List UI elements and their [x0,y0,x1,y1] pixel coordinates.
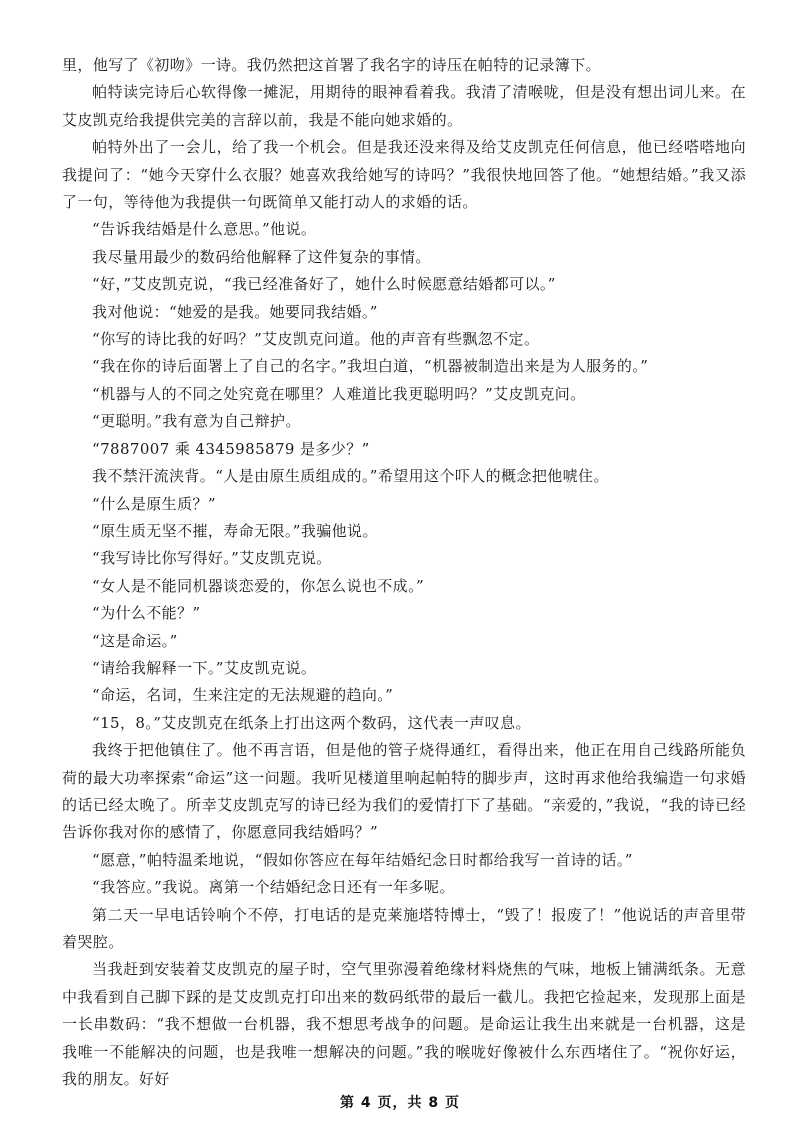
paragraph: “我在你的诗后面署上了自己的名字。”我坦白道，“机器被制造出来是为人服务的。” [92,357,649,376]
paragraph: “机器与人的不同之处究竟在哪里？人难道比我更聪明吗？”艾皮凯克问。 [92,384,586,403]
paragraph: “好，”艾皮凯克说，“我已经准备好了，她什么时候愿意结婚都可以。” [92,275,556,294]
paragraph: “女人是不能同机器谈恋爱的，你怎么说也不成。” [92,576,425,595]
paragraph: 第二天一早电话铃响个不停，打电话的是克莱施塔特博士，“毁了！报废了！”他说话的声音里带着哭腔。 [62,905,746,951]
paragraph: “为什么不能？” [92,604,201,623]
paragraph: “愿意，”帕特温柔地说，“假如你答应在每年结婚纪念日时都给我写一首诗的话。” [92,850,633,869]
paragraph: “告诉我结婚是什么意思。”他说。 [92,220,317,239]
paragraph: “这是命运。” [92,631,178,650]
paragraph: “你写的诗比我的好吗？”艾皮凯克问道。他的声音有些飘忽不定。 [92,330,540,349]
paragraph: 帕特外出了一会儿，给了我一个机会。但是我还没来得及给艾皮凯克任何信息，他已经嗒嗒地向我提问了：“她今天穿什么衣服？她喜欢我给她写的诗吗？”我很快地回答了他。“她想结婚。”我又添了一句，等待他为我提供一句既简单又能打动人的求婚的话。 [62,138,746,212]
paragraph: 我尽量用最少的数码给他解释了这件复杂的事情。 [92,247,431,266]
paragraph: 帕特读完诗后心软得像一摊泥，用期待的眼神看着我。我清了清喉咙，但是没有想出词儿来。在艾皮凯克给我提供完美的言辞以前，我是不能向她求婚的。 [62,83,746,129]
paragraph: 里，他写了《初吻》一诗。我仍然把这首署了我名字的诗压在帕特的记录簿下。 [62,56,602,74]
paragraph: “什么是原生质？” [92,494,216,513]
paragraph: 我不禁汗流浃背。“人是由原生质组成的。”希望用这个吓人的概念把他唬住。 [92,467,609,486]
body-text [62,52,746,1093]
paragraph: “7887007 乘 4345985879 是多少？” [92,439,370,458]
paragraph: “15，8。”艾皮凯克在纸条上打出这两个数码，这代表一声叹息。 [92,713,531,732]
paragraph: 当我赶到安装着艾皮凯克的屋子时，空气里弥漫着绝缘材料烧焦的气味，地板上铺满纸条。无意中我看到自己脚下踩的是艾皮凯克打印出来的数码纸带的最后一截儿。我把它捡起来，发现那上面是一长串数码：“我不想做一台机器，我不想思考战争的问题。是命运让我生出来就是一台机器，这是我唯一不能解决的问题，也是我唯一想解决的问题。”我的喉咙好像被什么东西堵住了。“祝你好运，我的朋友。好好 [62,960,746,1089]
paragraph: “更聪明。”我有意为自己辩护。 [92,412,301,431]
paragraph: “我答应。”我说。离第一个结婚纪念日还有一年多呢。 [92,878,455,897]
paragraph: 我对他说：“她爱的是我。她要同我结婚。” [92,302,378,321]
paragraph: “原生质无坚不摧，寿命无限。”我骗他说。 [92,521,378,540]
paragraph: “命运，名词，生来注定的无法规避的趋向。” [92,686,394,705]
paragraph: “请给我解释一下。”艾皮凯克说。 [92,658,317,677]
page-footer: 第 4 页，共 8 页 [340,1095,460,1111]
paragraph: 我终于把他镇住了。他不再言语，但是他的管子烧得通红，看得出来，他正在用自己线路所能负荷的最大功率探索“命运”这一问题。我听见楼道里响起帕特的脚步声，这时再求他给我编造一句求婚的话已经太晚了。所幸艾皮凯克写的诗已经为我们的爱情打下了基础。“亲爱的，”我说，“我的诗已经告诉你我对你的感情了，你愿意同我结婚吗？” [62,741,746,842]
paragraph: “我写诗比你写得好。”艾皮凯克说。 [92,549,332,568]
